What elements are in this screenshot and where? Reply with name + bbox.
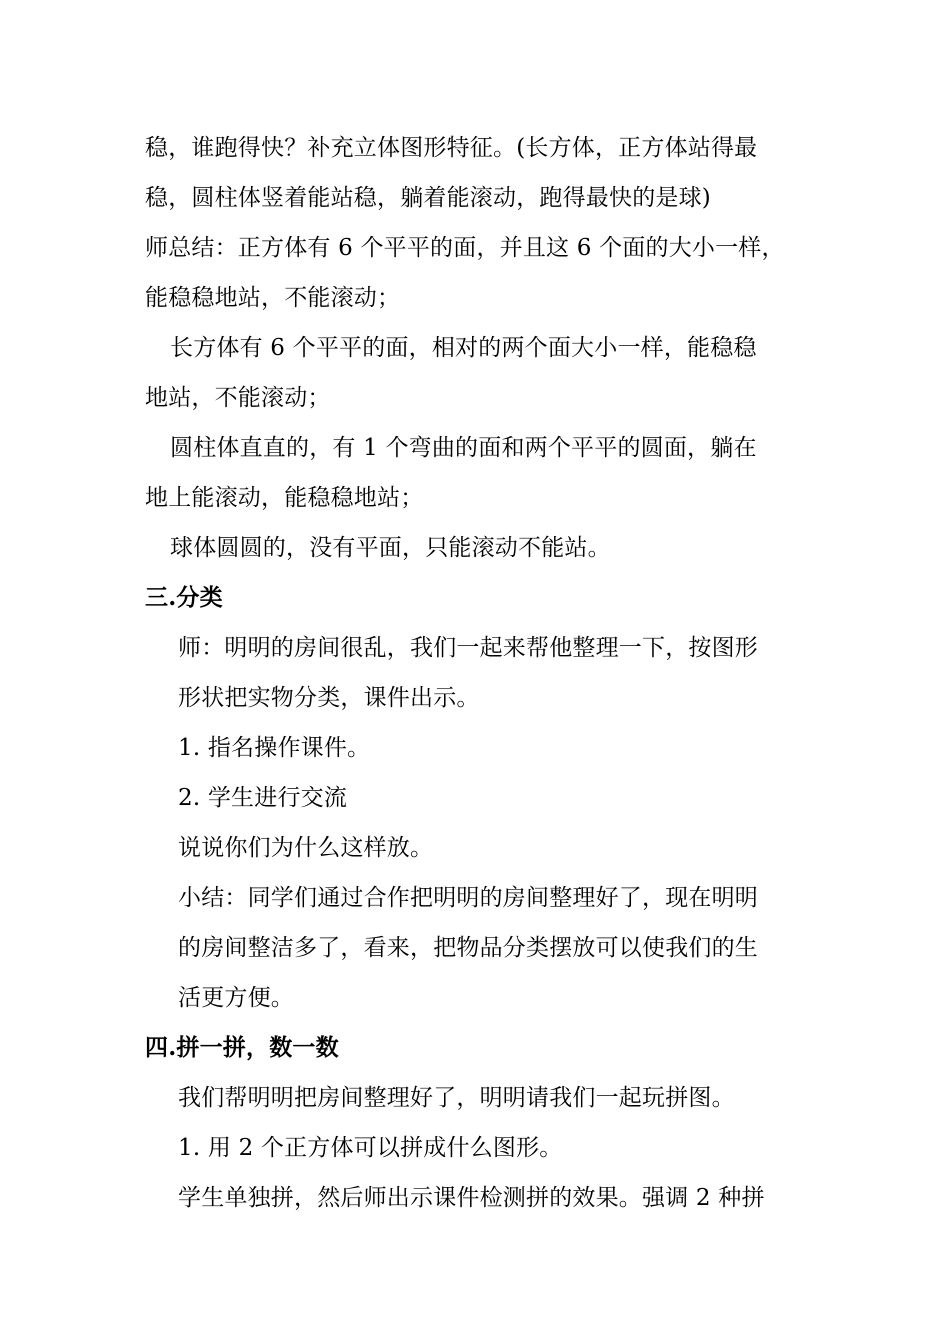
text-line: 师：明明的房间很乱，我们一起来帮他整理一下，按图形	[178, 635, 758, 661]
text-line: 我们帮明明把房间整理好了，明明请我们一起玩拼图。	[178, 1085, 735, 1111]
text-line: 小结：同学们通过合作把明明的房间整理好了，现在明明	[178, 885, 758, 911]
text-line: 长方体有 6 个平平的面，相对的两个面大小一样，能稳稳	[170, 335, 757, 361]
text-line: 能稳稳地站，不能滚动；	[145, 285, 401, 311]
text-line: 的房间整洁多了，看来，把物品分类摆放可以使我们的生	[178, 935, 758, 961]
section-heading: 三.分类	[145, 584, 223, 611]
text-line: 学生单独拼，然后师出示课件检测拼的效果。强调 2 种拼	[178, 1185, 765, 1211]
text-line: 球体圆圆的，没有平面，只能滚动不能站。	[170, 535, 611, 561]
text-line: 形状把实物分类，课件出示。	[178, 685, 480, 711]
text-line: 说说你们为什么这样放。	[178, 835, 434, 861]
text-line: 稳，谁跑得快？补充立体图形特征。(长方体，正方体站得最	[145, 135, 758, 161]
text-line: 师总结：正方体有 6 个平平的面，并且这 6 个面的大小一样，	[145, 235, 785, 261]
text-line: 圆柱体直直的，有 1 个弯曲的面和两个平平的圆面，躺在	[170, 435, 757, 461]
list-item: 1. 用 2 个正方体可以拼成什么图形。	[178, 1135, 563, 1161]
text-line: 地站，不能滚动；	[145, 385, 331, 411]
text-line: 稳，圆柱体竖着能站稳，躺着能滚动，跑得最快的是球)	[145, 185, 711, 211]
section-heading: 四.拼一拼，数一数	[145, 1034, 339, 1061]
list-item: 1. 指名操作课件。	[178, 735, 371, 761]
text-line: 地上能滚动，能稳稳地站；	[145, 485, 424, 511]
text-line: 活更方便。	[178, 985, 294, 1011]
list-item: 2. 学生进行交流	[178, 785, 348, 811]
